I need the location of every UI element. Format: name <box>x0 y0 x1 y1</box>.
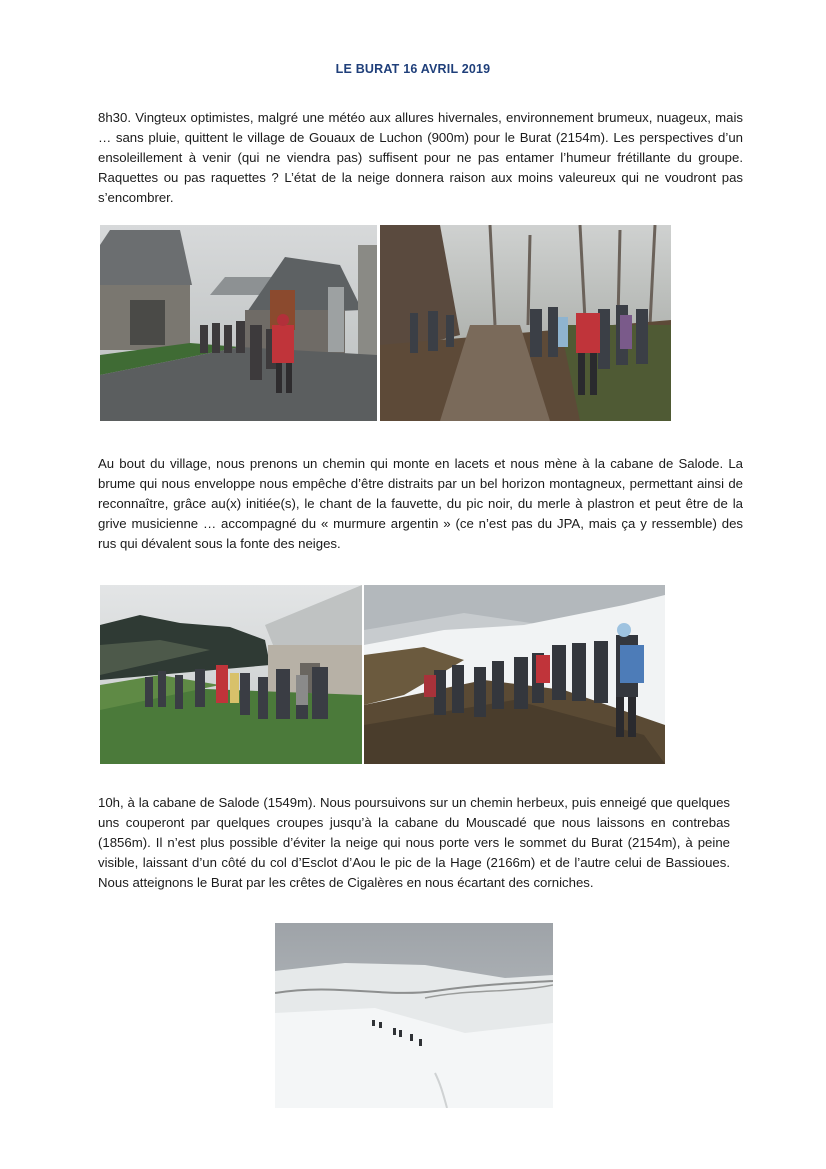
photo-forest-path <box>380 225 671 421</box>
photo-cabane-salode <box>100 585 362 764</box>
photo-snow-field <box>275 923 553 1108</box>
paragraph-salode: 10h, à la cabane de Salode (1549m). Nous poursuivons sur un chemin herbeux, puis enneigé que quelques uns couperont par quelques croupes jusqu’à la cabane du Mouscadé que nous laissons en contrebas (1856m). Il n’est plus possible d’éviter la neige qui nous porte vers le sommet du Burat (2154m), à peine visible, laissant d’un côté du col d’Esclot d’Aou le pic de la Hage (2166m) et de l’autre celui de Bassioues. Nous atteignons le Burat par les crêtes de Cigalères en nous écartant des corniches. <box>98 795 730 891</box>
photo-village-departure <box>100 225 377 421</box>
page-title: LE BURAT 16 AVRIL 2019 <box>335 62 491 76</box>
paragraph-depart: 8h30. Vingteux optimistes, malgré une météo aux allures hivernales, environnement brumeux, nuageux, mais … sans pluie, quittent le village de Gouaux de Luchon (900m) pour le Burat (2154m). Les perspectives d’un ensoleillement à venir (qui ne viendra pas) suffisent pour ne pas entamer l’humeur frétillante du groupe. Raquettes ou pas raquettes ? L’état de la neige donnera raison aux moins valeureux qui ne voudront pas s’encombrer. <box>98 110 743 206</box>
paragraph-chemin: Au bout du village, nous prenons un chemin qui monte en lacets et nous mène à la cabane de Salode. La brume qui nous enveloppe nous empêche d’être distraits par un bel horizon montagneux, permettant ainsi de reconnaître, grâce au(x) initiée(s), le chant de la fauvette, du pic noir, du merle à plastron et peut être de la grive musicienne … accompagné du « murmure argentin » (ce n’est pas du JPA, mais ça y ressemble) des rus qui dévalent sous la fonte des neiges. <box>98 456 743 552</box>
photo-snow-ridge-group <box>364 585 665 764</box>
